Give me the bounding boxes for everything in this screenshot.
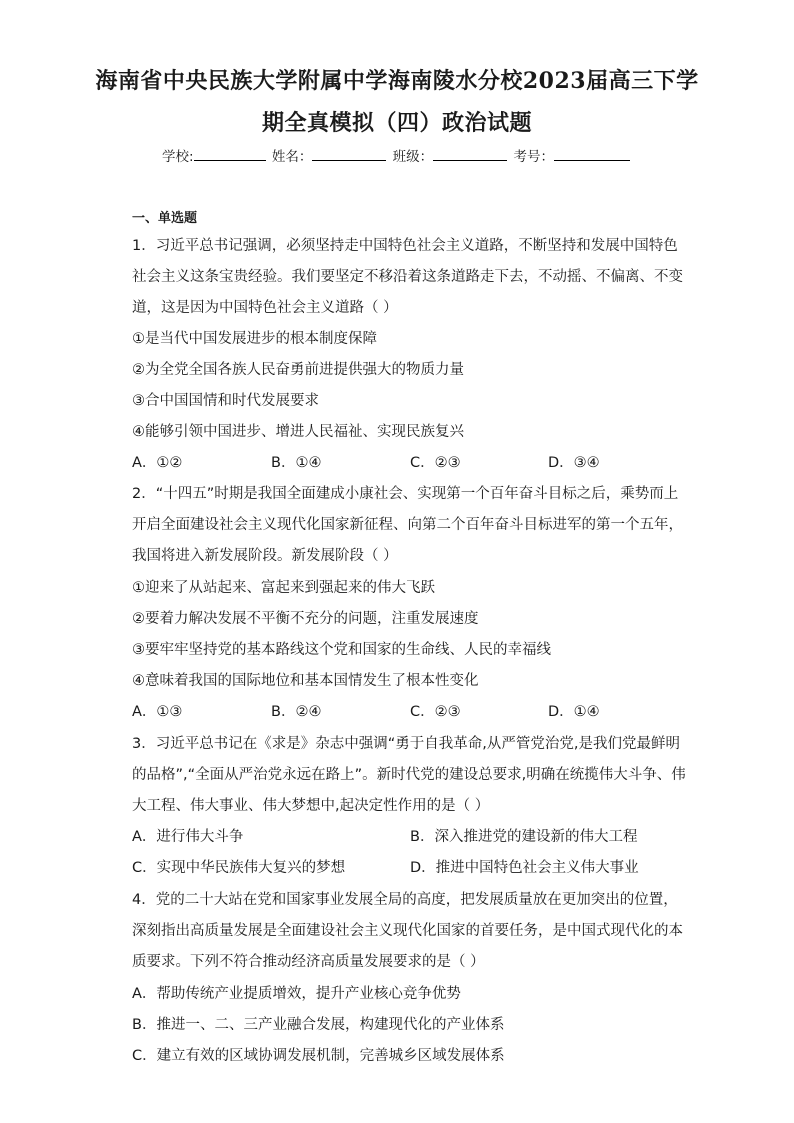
- q1-stem-line: 1．习近平总书记强调，必须坚持走中国特色社会主义道路，不断坚持和发展中国特色: [132, 238, 678, 254]
- q2-item: ①迎来了从站起来、富起来到强起来的伟大飞跃: [132, 580, 435, 596]
- q2-item: ③要牢牢坚持党的基本路线这个党和国家的生命线、人民的幸福线: [132, 642, 551, 658]
- q2-item: ②要着力解决发展不平衡不充分的问题，注重发展速度: [132, 611, 479, 627]
- q1-item: ④能够引领中国进步、增进人民福祉、实现民族复兴: [132, 424, 464, 440]
- q3-stem-line: 3．习近平总书记在《求是》杂志中强调“勇于自我革命,从严管党治党,是我们党最鲜明: [132, 736, 680, 752]
- q4-option-c: C．建立有效的区域协调发展机制，完善城乡区域发展体系: [132, 1048, 505, 1064]
- q2-stem-line: 2．“十四五”时期是我国全面建成小康社会、实现第一个百年奋斗目标之后，乘势而上: [132, 486, 679, 502]
- title-line-1: 海南省中央民族大学附属中学海南陵水分校2023届高三下学: [95, 68, 699, 94]
- class-blank: [433, 148, 507, 161]
- q3-option-b: B．深入推进党的建设新的伟大工程: [410, 829, 638, 845]
- q4-stem-line: 深刻指出高质量发展是全面建设社会主义现代化国家的首要任务，是中国式现代化的本: [132, 923, 683, 939]
- q3-option-a: A．进行伟大斗争: [132, 829, 244, 845]
- q2-stem-line: 我国将进入新发展阶段。新发展阶段（ ）: [132, 548, 398, 564]
- q1-stem-line: 道，这是因为中国特色社会主义道路（ ）: [132, 300, 398, 316]
- q1-item: ③合中国国情和时代发展要求: [132, 393, 319, 409]
- name-blank: [312, 148, 386, 161]
- q1-item: ①是当代中国发展进步的根本制度保障: [132, 331, 377, 347]
- q3-option-d: D．推进中国特色社会主义伟大事业: [410, 860, 639, 876]
- q1-item: ②为全党全国各族人民奋勇前进提供强大的物质力量: [132, 362, 464, 378]
- q1-option-d: D．③④: [548, 455, 600, 471]
- q2-stem-line: 开启全面建设社会主义现代化国家新征程、向第二个百年奋斗目标进军的第一个五年，: [132, 517, 683, 533]
- student-info-row: [162, 145, 632, 165]
- title-line-2: 期全真模拟（四）政治试题: [261, 110, 532, 136]
- q4-option-a: A．帮助传统产业提质增效，提升产业核心竞争优势: [132, 986, 461, 1002]
- q2-option-b: B．②④: [271, 704, 322, 720]
- exam-no-blank: [554, 148, 630, 161]
- q1-option-b: B．①④: [271, 455, 322, 471]
- q4-stem-line: 4．党的二十大站在党和国家事业发展全局的高度，把发展质量放在更加突出的位置，: [132, 892, 678, 908]
- class-label: 班级：: [392, 149, 434, 165]
- q3-stem-line: 的品格”,“全面从严治党永远在路上”。新时代党的建设总要求,明确在统揽伟大斗争、伟: [132, 767, 686, 783]
- q3-stem-line: 大工程、伟大事业、伟大梦想中,起决定性作用的是（ ）: [132, 798, 490, 814]
- q4-option-b: B．推进一、二、三产业融合发展，构建现代化的产业体系: [132, 1017, 505, 1033]
- q4-stem-line: 质要求。下列不符合推动经济高质量发展要求的是（ ）: [132, 954, 485, 970]
- school-blank: [194, 148, 266, 161]
- q1-option-a: A．①②: [132, 455, 183, 471]
- q1-stem-line: 社会主义这条宝贵经验。我们要坚定不移沿着这条道路走下去，不动摇、不偏离、不变: [132, 269, 683, 285]
- q2-option-d: D．①④: [548, 704, 600, 720]
- q2-item: ④意味着我国的国际地位和基本国情发生了根本性变化: [132, 673, 479, 689]
- exam-no-label: 考号：: [513, 149, 554, 165]
- q3-option-c: C．实现中华民族伟大复兴的梦想: [132, 860, 346, 876]
- q1-option-c: C．②③: [410, 455, 461, 471]
- q2-option-a: A．①③: [132, 704, 183, 720]
- q2-option-c: C．②③: [410, 704, 461, 720]
- school-label: 学校:: [162, 149, 194, 165]
- name-label: 姓名：: [271, 149, 313, 165]
- section-title: 一、单选题: [132, 211, 198, 226]
